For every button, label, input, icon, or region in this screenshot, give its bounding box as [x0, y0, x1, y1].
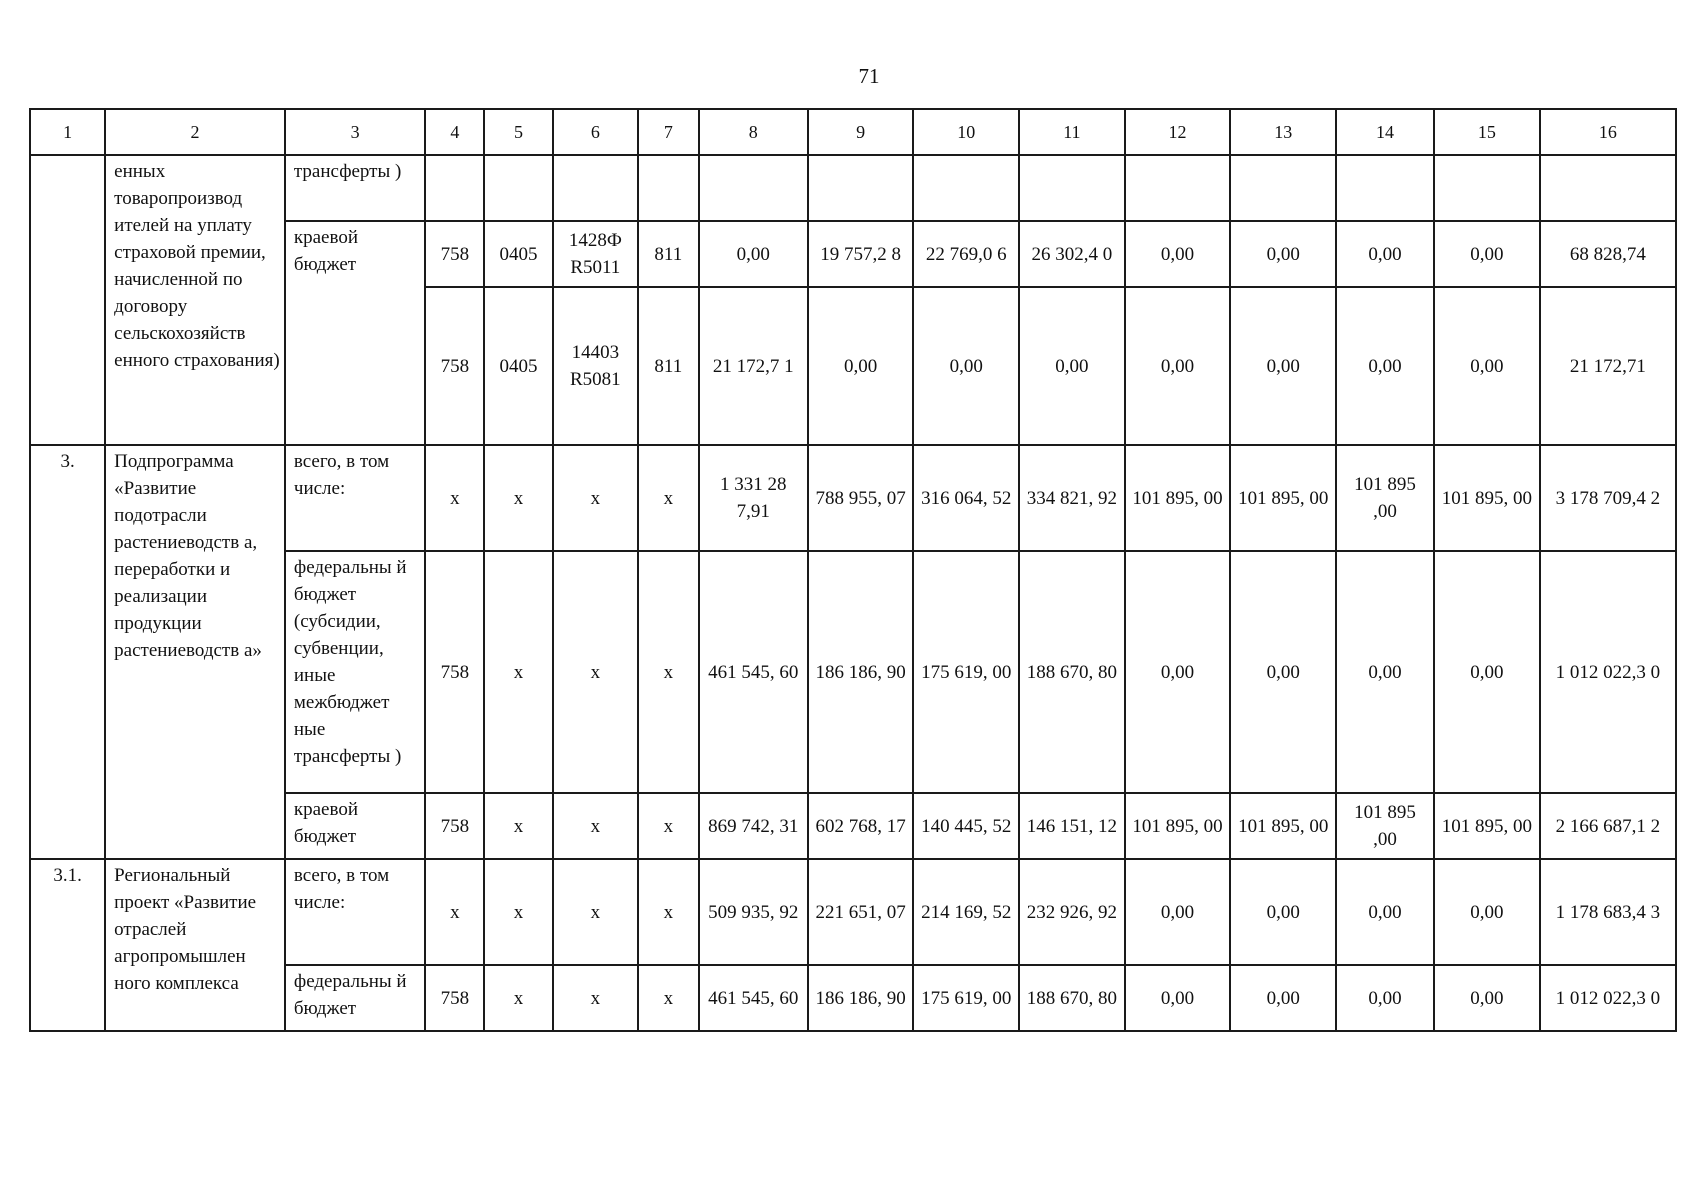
amount-cell: 101 895, 00 [1125, 793, 1231, 859]
header-cell: 6 [553, 109, 638, 155]
amount-cell: 186 186, 90 [808, 551, 914, 793]
code-cell: x [553, 445, 638, 551]
amount-cell: 221 651, 07 [808, 859, 914, 965]
amount-cell: 0,00 [1336, 965, 1434, 1031]
total-cell: 3 178 709,4 2 [1540, 445, 1676, 551]
amount-cell: 0,00 [699, 221, 808, 287]
code-cell: 758 [425, 793, 484, 859]
amount-cell: 0,00 [1230, 965, 1336, 1031]
code-cell: x [638, 965, 699, 1031]
header-cell: 7 [638, 109, 699, 155]
code-cell: x [553, 551, 638, 793]
funding-source: трансферты ) [285, 155, 426, 221]
amount-cell [1230, 155, 1336, 221]
amount-cell: 101 895, 00 [1434, 445, 1540, 551]
amount-cell: 0,00 [1434, 221, 1540, 287]
total-cell: 68 828,74 [1540, 221, 1676, 287]
amount-cell: 188 670, 80 [1019, 551, 1125, 793]
code-cell: x [638, 445, 699, 551]
total-cell: 2 166 687,1 2 [1540, 793, 1676, 859]
amount-cell: 0,00 [1434, 965, 1540, 1031]
amount-cell: 26 302,4 0 [1019, 221, 1125, 287]
amount-cell: 0,00 [913, 287, 1019, 445]
header-cell: 14 [1336, 109, 1434, 155]
header-row [30, 109, 1676, 155]
amount-cell: 214 169, 52 [913, 859, 1019, 965]
amount-cell: 101 895, 00 [1230, 793, 1336, 859]
code-cell: x [484, 859, 553, 965]
budget-table [29, 108, 1677, 1032]
header-cell: 10 [913, 109, 1019, 155]
amount-cell: 316 064, 52 [913, 445, 1019, 551]
header-cell: 12 [1125, 109, 1231, 155]
code-cell: x [638, 551, 699, 793]
code-cell: 14403 R5081 [553, 287, 638, 445]
code-cell: x [484, 551, 553, 793]
amount-cell: 1 331 28 7,91 [699, 445, 808, 551]
amount-cell: 140 445, 52 [913, 793, 1019, 859]
amount-cell: 19 757,2 8 [808, 221, 914, 287]
code-cell [425, 155, 484, 221]
code-cell: x [484, 445, 553, 551]
amount-cell [1125, 155, 1231, 221]
amount-cell: 22 769,0 6 [913, 221, 1019, 287]
header-cell: 4 [425, 109, 484, 155]
code-cell: 758 [425, 221, 484, 287]
total-cell [1540, 155, 1676, 221]
code-cell: 811 [638, 287, 699, 445]
amount-cell: 461 545, 60 [699, 551, 808, 793]
amount-cell: 0,00 [1230, 221, 1336, 287]
amount-cell: 869 742, 31 [699, 793, 808, 859]
code-cell: x [484, 793, 553, 859]
amount-cell [1019, 155, 1125, 221]
amount-cell: 0,00 [1336, 859, 1434, 965]
code-cell: x [553, 965, 638, 1031]
code-cell [553, 155, 638, 221]
funding-source: краевой бюджет [285, 221, 426, 445]
code-cell [484, 155, 553, 221]
amount-cell: 101 895 ,00 [1336, 445, 1434, 551]
funding-source: всего, в том числе: [285, 445, 426, 551]
code-cell: 0405 [484, 221, 553, 287]
amount-cell: 509 935, 92 [699, 859, 808, 965]
header-cell: 16 [1540, 109, 1676, 155]
table-row [30, 859, 1676, 965]
funding-source: федеральны й бюджет [285, 965, 426, 1031]
amount-cell: 0,00 [1125, 287, 1231, 445]
amount-cell: 0,00 [1230, 859, 1336, 965]
row-number: 3. [30, 445, 105, 859]
amount-cell: 146 151, 12 [1019, 793, 1125, 859]
code-cell: x [484, 965, 553, 1031]
amount-cell: 0,00 [1434, 551, 1540, 793]
amount-cell [1336, 155, 1434, 221]
amount-cell: 0,00 [1434, 287, 1540, 445]
code-cell: 758 [425, 965, 484, 1031]
amount-cell: 0,00 [808, 287, 914, 445]
amount-cell: 788 955, 07 [808, 445, 914, 551]
funding-source: всего, в том числе: [285, 859, 426, 965]
total-cell: 1 012 022,3 0 [1540, 551, 1676, 793]
amount-cell: 175 619, 00 [913, 551, 1019, 793]
amount-cell [808, 155, 914, 221]
page-number: 71 [858, 64, 880, 88]
row-number [30, 155, 105, 445]
amount-cell: 0,00 [1336, 551, 1434, 793]
funding-source: федеральны й бюджет (субсидии, субвенции, иные межбюджет ные трансферты ) [285, 551, 426, 793]
program-name: Подпрограмма «Развитие подотрасли растениеводств а, переработки и реализации продукции растениеводств а» [105, 445, 285, 859]
row-number: 3.1. [30, 859, 105, 1031]
amount-cell: 334 821, 92 [1019, 445, 1125, 551]
code-cell: x [553, 859, 638, 965]
table-row [30, 155, 1676, 221]
amount-cell: 602 768, 17 [808, 793, 914, 859]
code-cell: 1428Ф R5011 [553, 221, 638, 287]
code-cell [638, 155, 699, 221]
header-cell: 3 [285, 109, 426, 155]
amount-cell: 175 619, 00 [913, 965, 1019, 1031]
header-cell: 9 [808, 109, 914, 155]
code-cell: 758 [425, 287, 484, 445]
amount-cell: 188 670, 80 [1019, 965, 1125, 1031]
amount-cell: 0,00 [1125, 221, 1231, 287]
code-cell: x [425, 859, 484, 965]
header-cell: 8 [699, 109, 808, 155]
amount-cell: 101 895, 00 [1125, 445, 1231, 551]
total-cell: 1 012 022,3 0 [1540, 965, 1676, 1031]
amount-cell [699, 155, 808, 221]
code-cell: x [638, 859, 699, 965]
amount-cell: 101 895 ,00 [1336, 793, 1434, 859]
amount-cell: 0,00 [1125, 551, 1231, 793]
header-cell: 2 [105, 109, 285, 155]
header-cell: 1 [30, 109, 105, 155]
amount-cell [1434, 155, 1540, 221]
header-cell: 15 [1434, 109, 1540, 155]
header-cell: 11 [1019, 109, 1125, 155]
amount-cell: 0,00 [1230, 551, 1336, 793]
program-name: Региональный проект «Развитие отраслей агропромышлен ного комплекса [105, 859, 285, 1031]
amount-cell: 0,00 [1125, 859, 1231, 965]
header-cell: 5 [484, 109, 553, 155]
amount-cell: 0,00 [1434, 859, 1540, 965]
code-cell: x [553, 793, 638, 859]
amount-cell: 101 895, 00 [1434, 793, 1540, 859]
amount-cell: 0,00 [1230, 287, 1336, 445]
code-cell: 758 [425, 551, 484, 793]
amount-cell: 232 926, 92 [1019, 859, 1125, 965]
amount-cell: 0,00 [1125, 965, 1231, 1031]
code-cell: x [425, 445, 484, 551]
code-cell: x [638, 793, 699, 859]
amount-cell: 21 172,7 1 [699, 287, 808, 445]
amount-cell: 101 895, 00 [1230, 445, 1336, 551]
amount-cell: 186 186, 90 [808, 965, 914, 1031]
code-cell: 811 [638, 221, 699, 287]
amount-cell: 0,00 [1336, 287, 1434, 445]
amount-cell: 0,00 [1336, 221, 1434, 287]
total-cell: 1 178 683,4 3 [1540, 859, 1676, 965]
funding-source: краевой бюджет [285, 793, 426, 859]
table-row [30, 445, 1676, 551]
amount-cell: 461 545, 60 [699, 965, 808, 1031]
header-cell: 13 [1230, 109, 1336, 155]
amount-cell: 0,00 [1019, 287, 1125, 445]
amount-cell [913, 155, 1019, 221]
total-cell: 21 172,71 [1540, 287, 1676, 445]
code-cell: 0405 [484, 287, 553, 445]
program-name: енных товаропроизвод ителей на уплату страховой премии, начисленной по договору сельскохозяйств енного страхования) [105, 155, 285, 445]
